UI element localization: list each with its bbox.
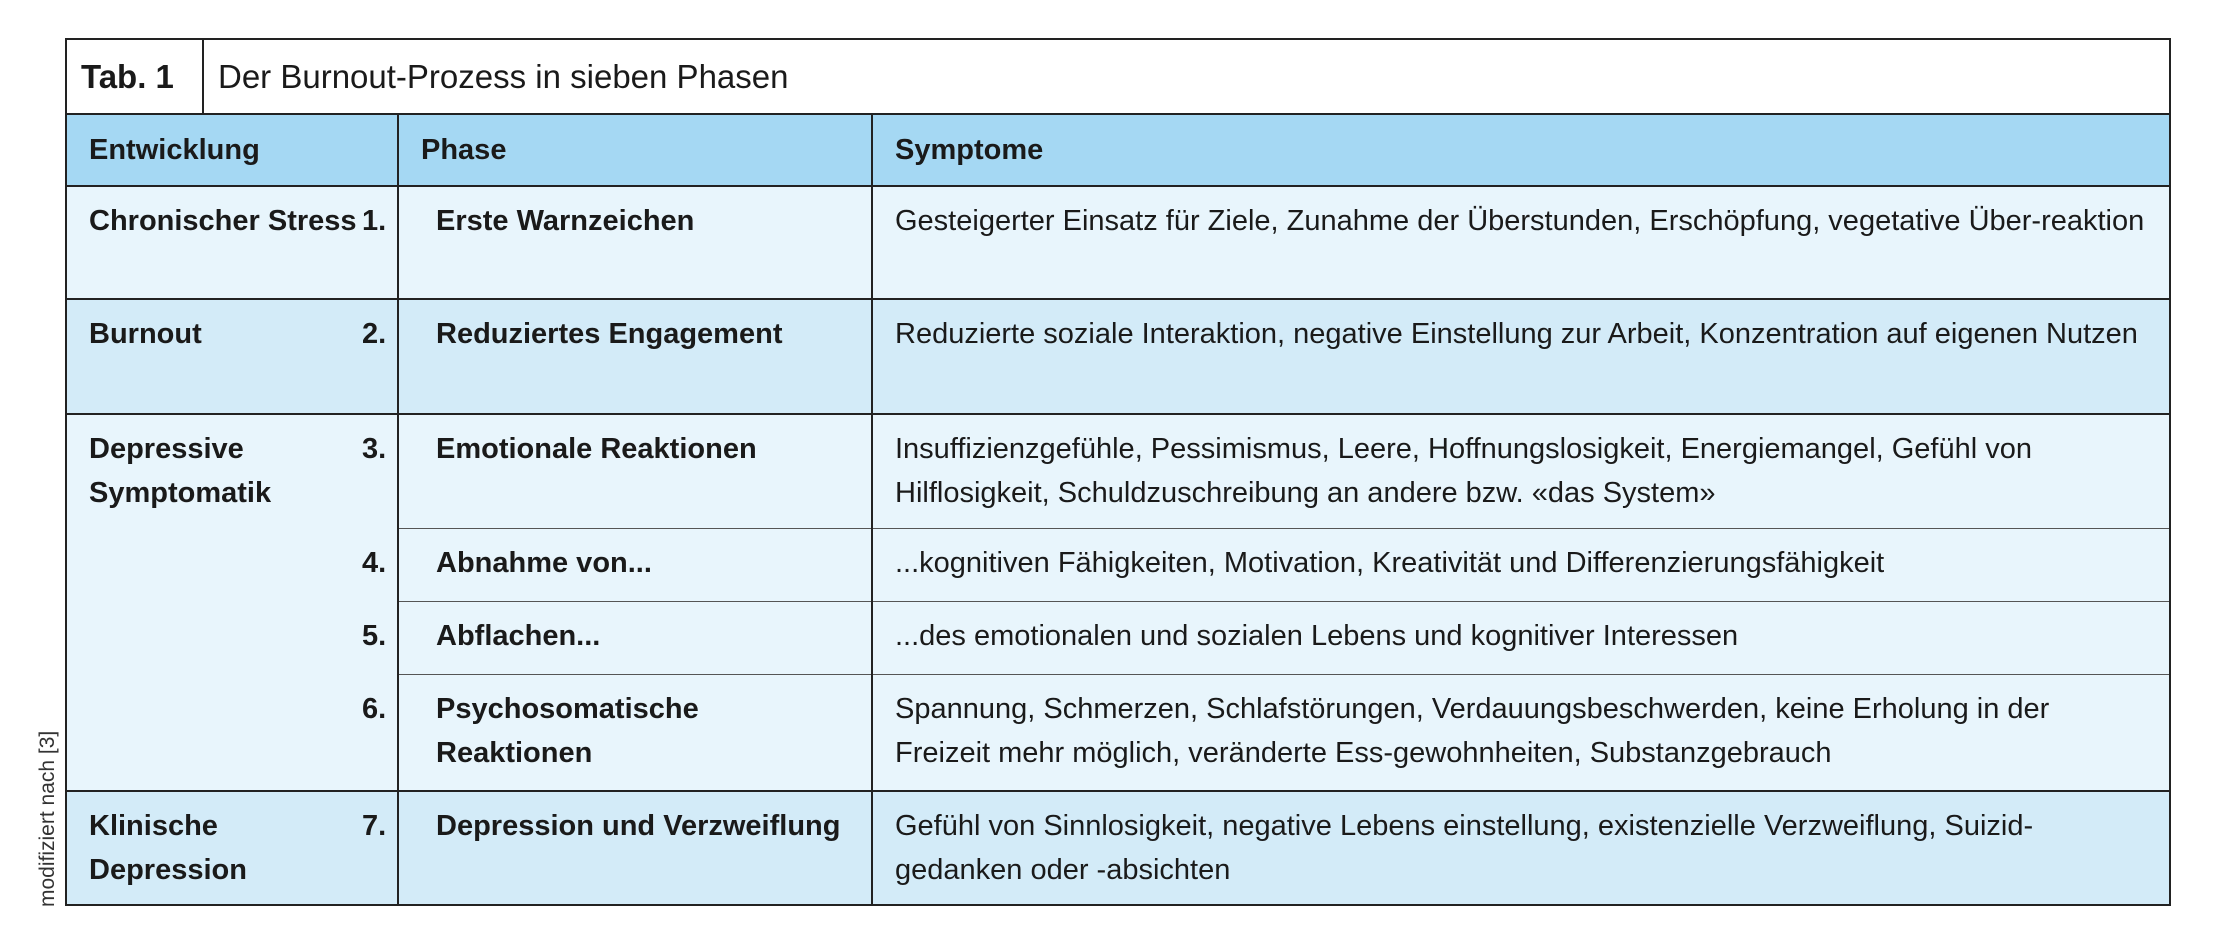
symptoms-cell: Reduzierte soziale Interaktion, negative Einstellung zur Arbeit, Konzentration auf eigenen Nutzen <box>872 299 2169 414</box>
phase-cell <box>362 186 872 299</box>
symptoms-cell: ...kognitiven Fähigkeiten, Motivation, Kreativität und Differenzierungsfähigkeit <box>872 528 2169 601</box>
table-title: Der Burnout-Prozess in sieben Phasen <box>218 57 789 95</box>
phase-cell <box>362 528 872 601</box>
phase-cell <box>362 674 872 791</box>
source-note: modifiziert nach [3] <box>36 730 59 907</box>
phase-label: Depression und Verzweiflung <box>436 810 841 842</box>
phase-cell <box>362 414 872 528</box>
symptoms-cell: Spannung, Schmerzen, Schlafstörungen, Verdauungsbeschwerden, keine Erholung in der Freizeit mehr möglich, veränderte Ess-gewohnheiten, Substanzgebrauch <box>872 674 2169 791</box>
development-cell: Depressive Symptomatik <box>67 414 398 791</box>
table-row <box>67 414 2169 528</box>
phase-label: Emotionale Reaktionen <box>436 433 757 465</box>
phase-number: 7. <box>362 810 387 842</box>
phase-number: 4. <box>362 546 387 579</box>
phase-number: 5. <box>362 619 387 652</box>
symptoms-cell: Insuffizienzgefühle, Pessimismus, Leere, Hoffnungslosigkeit, Energiemangel, Gefühl von Hilflosigkeit, Schuldzuschreibung an andere bzw. «das System» <box>872 414 2169 528</box>
table-caption <box>67 40 2169 115</box>
table-row <box>67 791 2169 904</box>
header-row <box>67 115 2169 186</box>
phase-cell <box>362 601 872 674</box>
table-container <box>65 38 2171 906</box>
development-cell: Burnout <box>67 299 398 414</box>
phase-label: Erste Warnzeichen <box>436 205 695 237</box>
symptoms-cell: ...des emotionalen und sozialen Lebens und kognitiver Interessen <box>872 601 2169 674</box>
phase-label: Psychosomatische Reaktionen <box>436 692 699 769</box>
symptoms-cell: Gefühl von Sinnlosigkeit, negative Lebens einstellung, existenzielle Verzweiflung, Suizid-gedanken oder -absichten <box>872 791 2169 904</box>
phase-number: 6. <box>362 692 387 725</box>
burnout-phases-table <box>67 115 2169 904</box>
phase-number: 2. <box>362 318 387 350</box>
table-row <box>67 186 2169 299</box>
table-row <box>67 299 2169 414</box>
phase-number: 1. <box>362 205 387 237</box>
development-cell: Klinische Depression <box>67 791 398 904</box>
phase-label: Reduziertes Engagement <box>436 318 783 350</box>
header-entwicklung: Entwicklung <box>67 115 398 186</box>
phase-number: 3. <box>362 433 387 465</box>
development-cell: Chronischer Stress <box>67 186 398 299</box>
phase-label: Abflachen... <box>436 619 601 652</box>
phase-cell <box>362 791 872 904</box>
header-phase: Phase <box>398 115 872 186</box>
table-label: Tab. 1 <box>67 40 204 113</box>
phase-cell <box>362 299 872 414</box>
header-symptome: Symptome <box>872 115 2169 186</box>
symptoms-cell: Gesteigerter Einsatz für Ziele, Zunahme der Überstunden, Erschöpfung, vegetative Über-reaktion <box>872 186 2169 299</box>
phase-label: Abnahme von... <box>436 546 652 579</box>
